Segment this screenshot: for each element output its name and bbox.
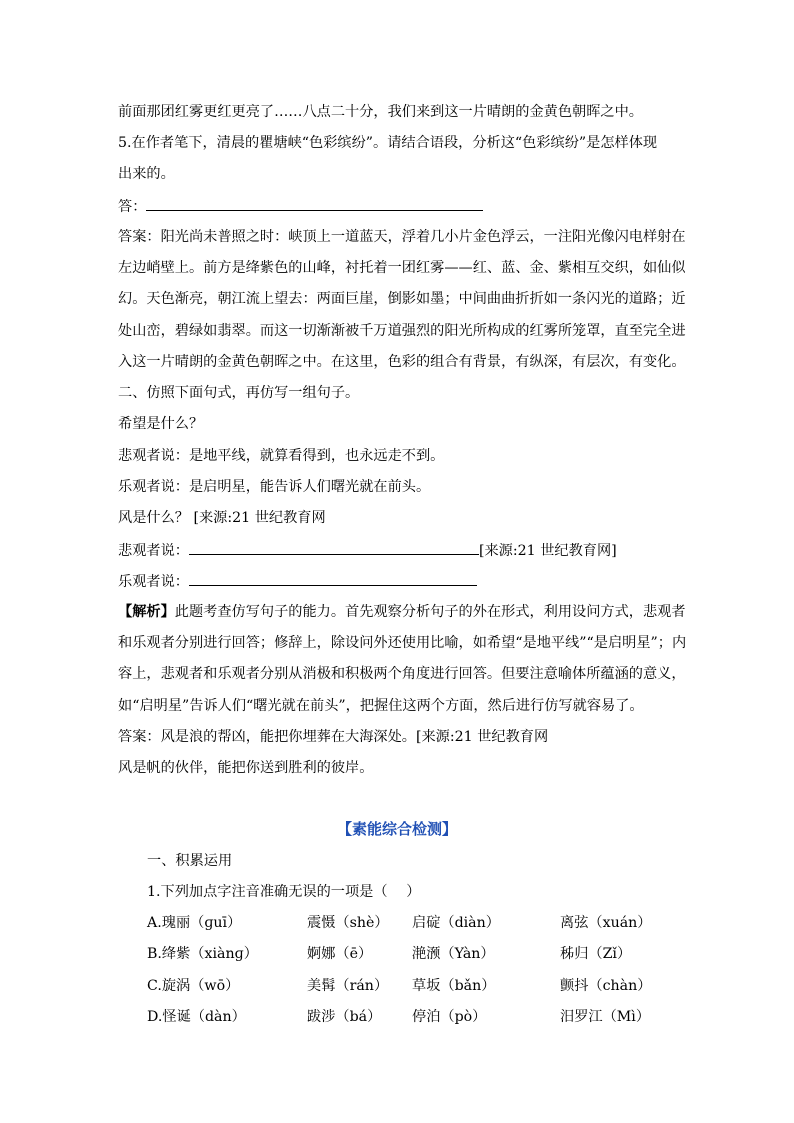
key-line: 幻。天色渐亮，朝江流上望去：两面巨崖，倒影如墨；中间曲曲折折如一条闪光的道路；近 <box>118 291 686 307</box>
analysis-line <box>118 602 686 622</box>
key-line: 左边峭壁上。前方是绛紫色的山峰，衬托着一团红雾——红、蓝、金、紫相互交织，如仙似 <box>118 260 686 276</box>
analysis-text: 此题考查仿写句子的能力。首先观察分析句子的外在形式，利用设问方式，悲观者 <box>174 604 686 620</box>
answer-label: 答： <box>118 199 147 215</box>
analysis-line: 如“启明星”告诉人们“曙光就在前头”，把握住这两个方面，然后进行仿写就容易了。 <box>118 698 644 714</box>
option-b-3: 滟滪（Yàn） <box>412 946 495 962</box>
option-a-4: 离弦（xuán） <box>560 915 652 931</box>
option-c-3: 草坂（bǎn） <box>412 978 496 994</box>
option-d-1: D.怪诞（dàn） <box>147 1009 246 1025</box>
pessimist-row <box>118 540 617 561</box>
option-d-2: 跋涉（bá） <box>307 1009 382 1025</box>
question-5-line1: 5.在作者笔下，清晨的瞿塘峡“色彩缤纷”。请结合语段，分析这“色彩缤纷”是怎样体现 <box>118 135 658 151</box>
option-b-1: B.绛紫（xiànɡ） <box>147 946 258 962</box>
option-c-1: C.旋涡（wō） <box>147 978 240 994</box>
question-5-line2: 出来的。 <box>118 166 175 182</box>
answer-blank[interactable] <box>146 196 483 211</box>
option-c-4: 颤抖（chàn） <box>560 978 652 994</box>
option-a-1: A.瑰丽（ɡuī） <box>147 915 242 931</box>
question-1: 1.下列加点字注音准确无误的一项是（ ） <box>147 884 421 900</box>
key-line: 答案：阳光尚未普照之时：峡顶上一道蓝天，浮着几小片金色浮云，一注阳光像闪电样射在 <box>118 229 686 245</box>
answer-row <box>118 196 483 217</box>
optimist-label: 乐观者说： <box>118 574 189 590</box>
part2-heading: 二、仿照下面句式，再仿写一组句子。 <box>118 385 360 401</box>
section-title: 【素能综合检测】 <box>336 820 457 838</box>
optimist-example: 乐观者说：是启明星，能告诉人们曙光就在前头。 <box>118 479 431 495</box>
pessimist-label: 悲观者说： <box>118 543 189 559</box>
answer-line: 答案：风是浪的帮凶，能把你埋葬在大海深处。[来源:21 世纪教育网 <box>118 729 549 745</box>
optimist-blank[interactable] <box>189 571 477 586</box>
option-b-4: 秭归（Zǐ） <box>560 946 632 962</box>
pessimist-blank[interactable] <box>189 540 479 555</box>
source-note: [来源:21 世纪教育网] <box>478 543 617 559</box>
option-c-2: 美髯（rán） <box>307 978 389 994</box>
key-line: 处山峦，碧绿如翡翠。而这一切渐渐被千万道强烈的阳光所构成的红雾所笼罩，直至完全进 <box>118 323 686 339</box>
wind-question: 风是什么？ [来源:21 世纪教育网 <box>118 510 326 526</box>
passage-tail: 前面那团红雾更红更亮了……八点二十分，我们来到这一片晴朗的金黄色朝晖之中。 <box>118 104 643 120</box>
key-line: 入这一片晴朗的金黄色朝晖之中。在这里，色彩的组合有背景，有纵深，有层次，有变化。 <box>118 354 686 370</box>
part3-heading: 一、积累运用 <box>147 853 233 869</box>
pessimist-example: 悲观者说：是地平线，就算看得到，也永远走不到。 <box>118 448 445 464</box>
option-b-2: 婀娜（ē） <box>307 946 373 962</box>
analysis-line: 容上，悲观者和乐观者分别从消极和积极两个角度进行回答。但要注意喻体所蕴涵的意义， <box>118 666 686 682</box>
optimist-row <box>118 571 477 592</box>
analysis-tag: 【解析】 <box>118 604 175 620</box>
analysis-line: 和乐观者分别进行回答；修辞上，除设问外还使用比喻，如希望“是地平线”“是启明星”；内 <box>118 635 687 651</box>
hope-question: 希望是什么？ <box>118 416 204 432</box>
option-d-3: 停泊（pò） <box>412 1009 487 1025</box>
option-a-2: 震慑（shè） <box>307 915 389 931</box>
option-a-3: 启碇（diàn） <box>412 915 500 931</box>
option-d-4: 汨罗江（Mì） <box>560 1009 651 1025</box>
answer-line: 风是帆的伙伴，能把你送到胜利的彼岸。 <box>118 760 374 776</box>
